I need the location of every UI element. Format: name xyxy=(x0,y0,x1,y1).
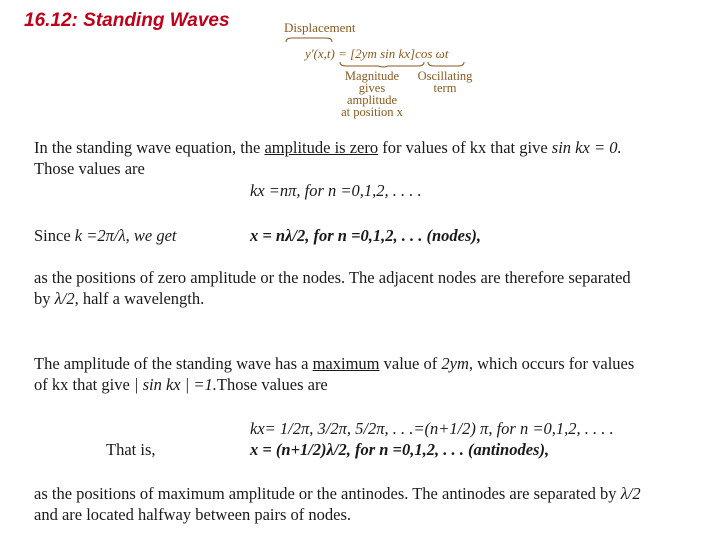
page-title: 16.12: Standing Waves xyxy=(24,10,230,31)
paragraph-amplitude-max-line2: of kx that give | sin kx | =1.Those values are xyxy=(34,375,328,394)
oscillating-caption: Oscillating term xyxy=(417,69,473,95)
displacement-label: Displacement xyxy=(284,20,356,35)
magnitude-caption: Magnitude gives amplitude at position x xyxy=(341,69,403,119)
since-line: Since k =2π/λ, we get xyxy=(34,226,177,245)
equation-kx-half-pi: kx= 1/2π, 3/2π, 5/2π, . . .=(n+1/2) π, for n =0,1,2, . . . . xyxy=(250,419,614,438)
antinodes-equation: x = (n+1/2)λ/2, for n =0,1,2, . . . (antinodes), xyxy=(250,440,550,459)
paragraph-nodes-line1: as the positions of zero amplitude or the nodes. The adjacent nodes are therefore separated xyxy=(34,268,631,287)
nodes-equation: x = nλ/2, for n =0,1,2, . . . (nodes), xyxy=(250,226,482,245)
paragraph-nodes-line2: by λ/2, half a wavelength. xyxy=(34,289,205,308)
paragraph-antinodes-line1: as the positions of maximum amplitude or the antinodes. The antinodes are separated by λ/2 xyxy=(34,484,641,503)
paragraph-amplitude-zero-line2: Those values are xyxy=(34,159,145,178)
equation-kx-n-pi: kx =nπ, for n =0,1,2, . . . . xyxy=(250,181,422,200)
paragraph-amplitude-max: The amplitude of the standing wave has a maximum value of 2ym, which occurs for values xyxy=(34,354,635,373)
paragraph-amplitude-zero: In the standing wave equation, the amplitude is zero for values of kx that give sin kx = 0. xyxy=(34,138,622,157)
that-is-label: That is, xyxy=(106,440,156,459)
standing-wave-equation: y'(x,t) = [2ym sin kx]cos ωt xyxy=(305,46,449,61)
paragraph-antinodes-line2: and are located halfway between pairs of nodes. xyxy=(34,505,352,524)
